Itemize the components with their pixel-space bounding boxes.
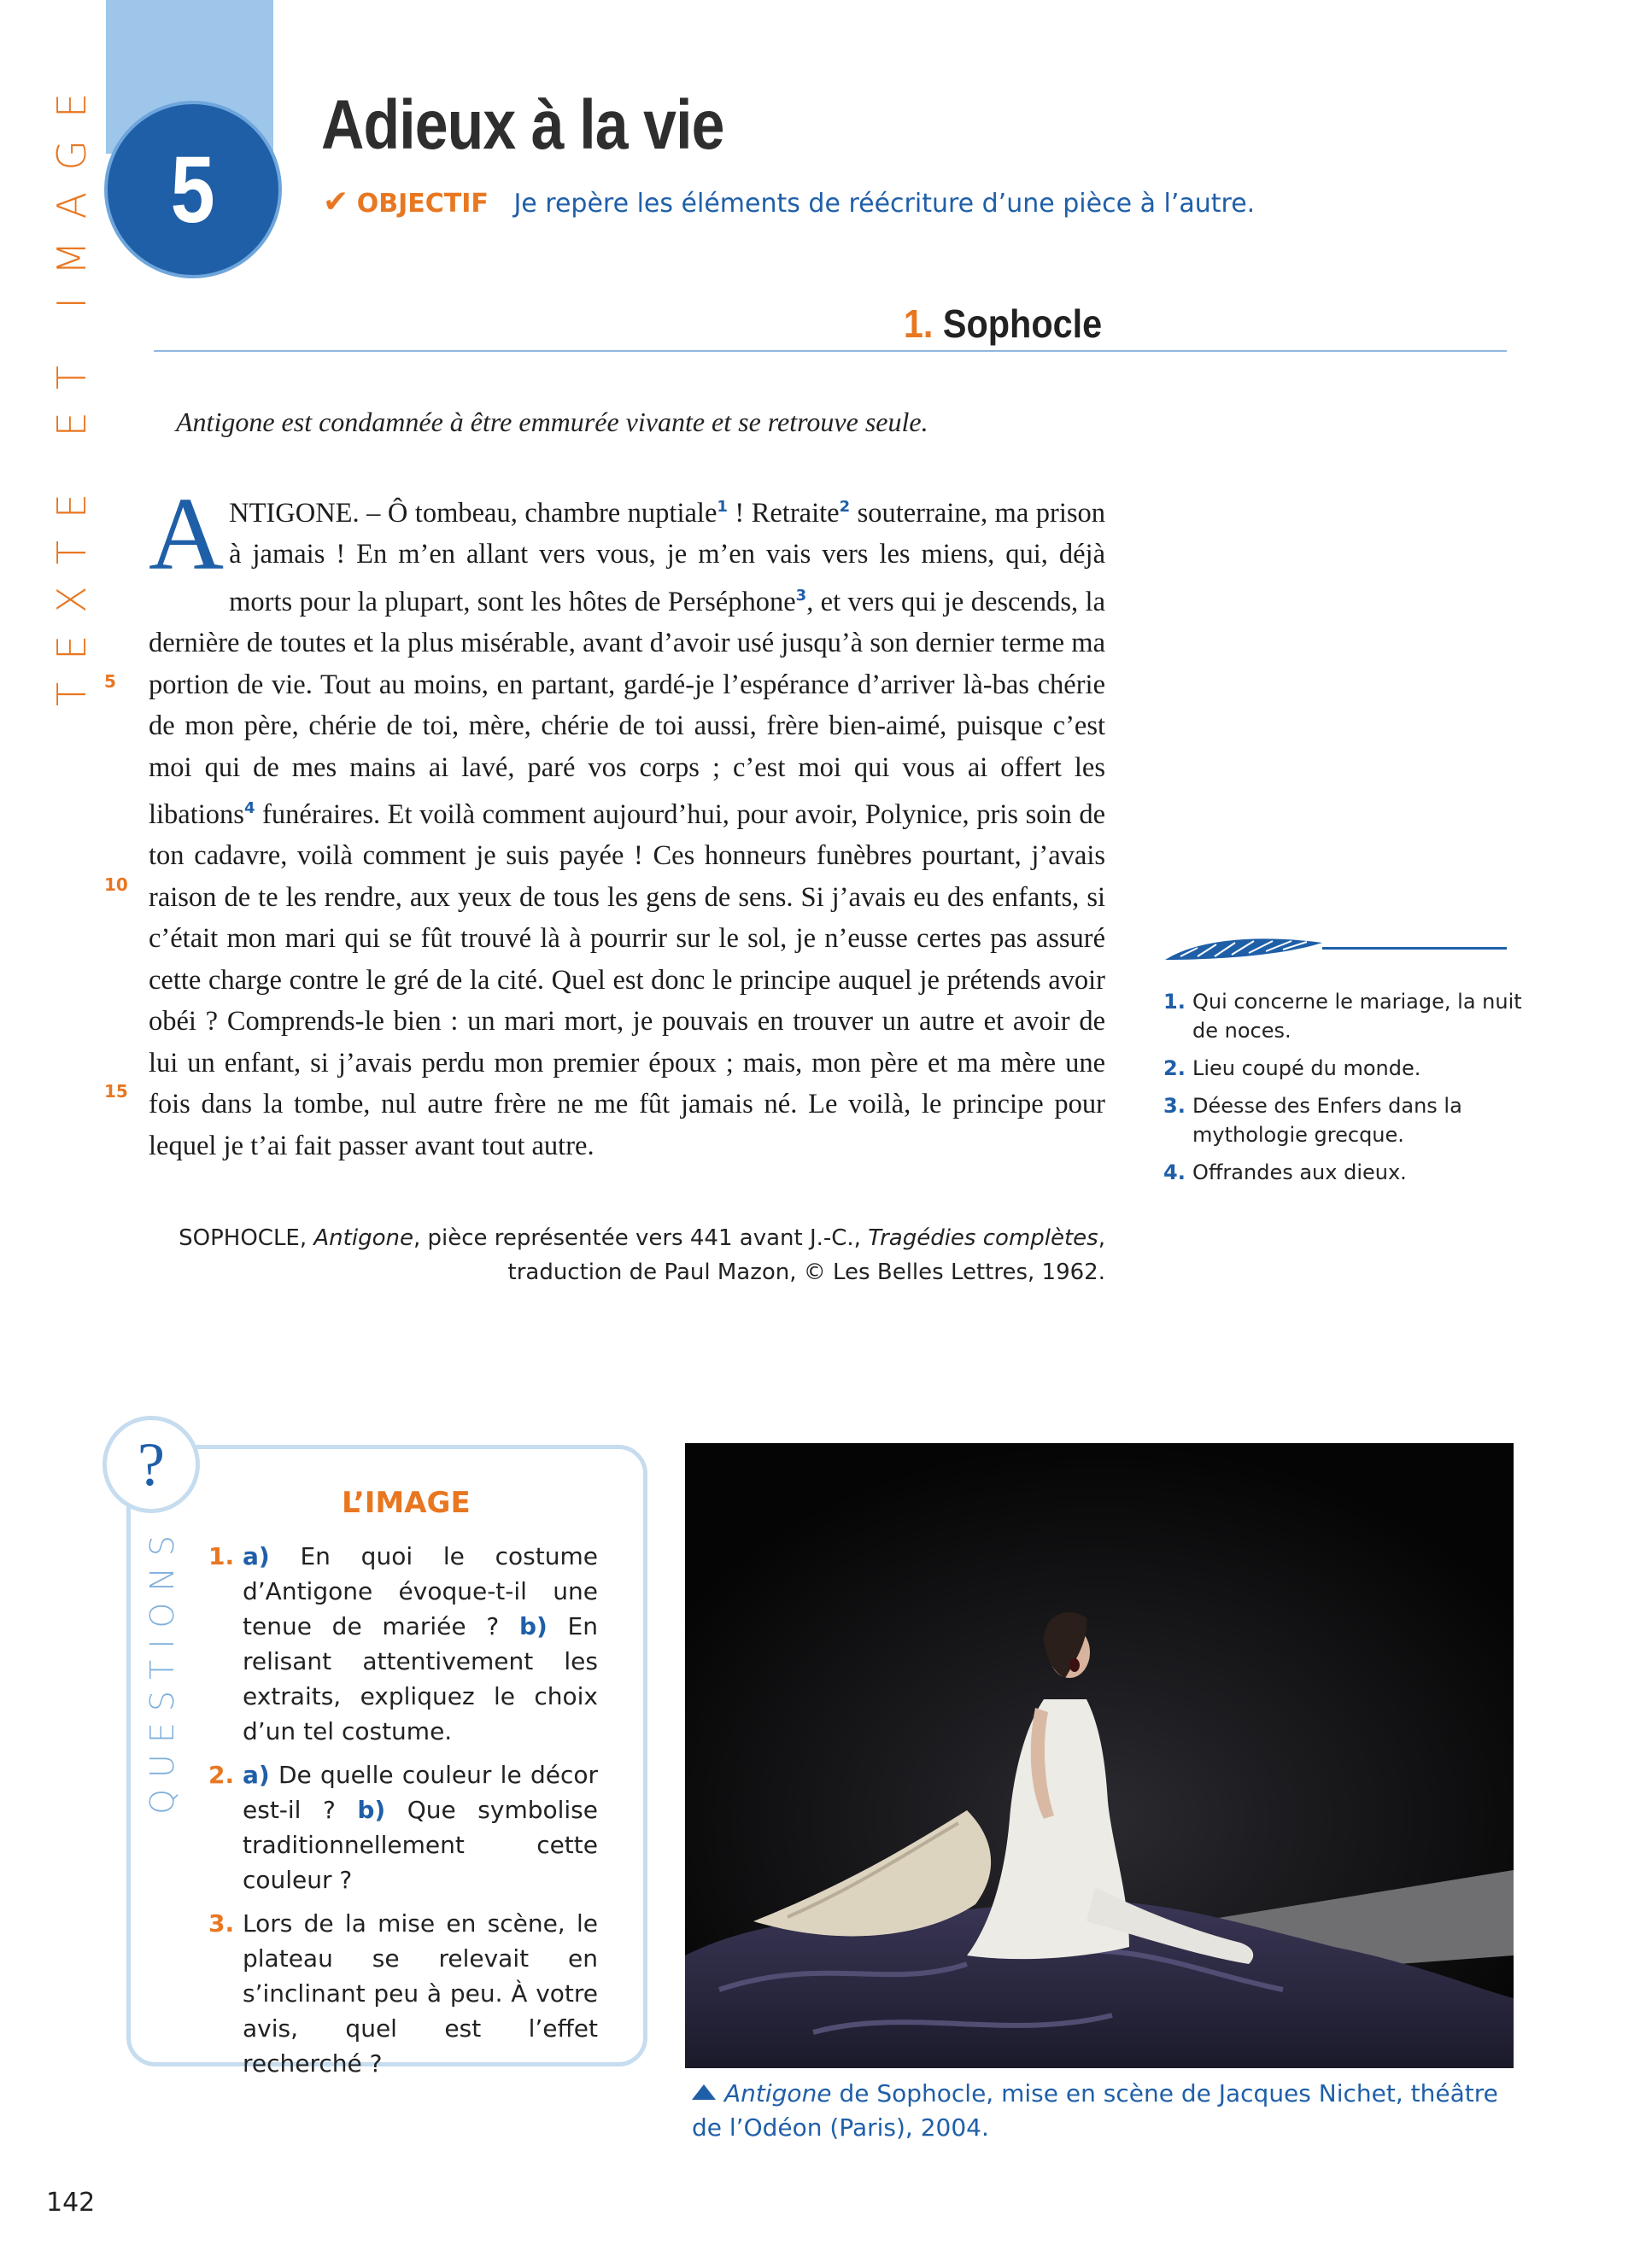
stage-photo <box>685 1443 1514 2068</box>
chapter-number-badge <box>104 101 282 278</box>
question-mark-icon: ? <box>102 1416 200 1513</box>
question-item-3: 3. Lors de la mise en scène, le plateau se relevait en s’inclinant peu à peu. À votre avis, quel est l’effet recherché ? <box>208 1909 598 2078</box>
footnote-item: 3. Déesse des Enfers dans la mythologie grecque. <box>1163 1094 1462 1147</box>
main-passage: ANTIGONE. – Ô tombeau, chambre nuptiale$^1$ ! Retraite$^2$ souterraine, ma prison à jamais ! En m’en allant vers vous, je m’en vais vers les miens, qui, déjà morts pour la plupart, sont les hôtes de Perséphone$^3$, et vers qui je descends, la dernière de toutes et la plus misérable, avant d’avoir usé jusqu’à son dernier terme ma portion de vie. Tout au moins, en partant, gardé-je l’espérance d’arriver là-bas chérie de mon père, chérie de toi, mère, chérie de toi aussi, frère bien-aimé, puisque c’est moi qui de mes mains ai lavé, paré vos corps ; c’est moi qui vous ai offert les libations$^4$ funéraires. Et voilà comment aujourd’hui, pour avoir, Polynice, pris soin de ton cadavre, voilà comment je suis payée ! Ces honneurs funèbres pourtant, j’avais raison de te les rendre, aux yeux de tous les gens de sens. Si j’avais eu des enfants, si c’était mon mari qui se fût trouvé là à pourrir sur le sol, je n’eusse certes pas assuré cette charge contre le gré de la cité. Quel est donc le principe auquel je prétends avoir obéi ? Comprends-le bien : un mari mort, je pouvais en trouver un autre et avoir de lui un enfant, si j’avais perdu mon premier époux ; mais, mon père et ma mère une fois dans la tombe, nul autre frère ne me fût jamais né. Le voilà, le principe pour lequel je t’ai fait passer avant tout autre. <box>149 476 1105 1161</box>
question-item-1: 1. a) En quoi le costume d’Antigone évoque-t-il une tenue de mariée ? b) En relisant attentivement les extraits, expliquez le choix d’un tel costume. <box>208 1542 598 1745</box>
footnote-item: 2. Lieu coupé du monde. <box>1163 1056 1421 1080</box>
objective-keyword: OBJECTIF <box>356 189 489 219</box>
line-number-10: 10 <box>104 874 128 895</box>
footnote-ref-1[interactable]: 1 <box>717 498 728 516</box>
objective-line <box>323 184 1255 219</box>
footnote-ref-3[interactable]: 3 <box>795 586 807 605</box>
questions-list <box>208 1539 598 2090</box>
notes-divider <box>1322 947 1507 950</box>
footnote-ref-2[interactable]: 2 <box>839 498 851 516</box>
line-number-15: 15 <box>104 1081 128 1102</box>
footnotes <box>1163 987 1522 1195</box>
sidebar-section-label: TEXTE ET IMAGE <box>49 70 95 707</box>
footnote-item: 4. Offrandes aux dieux. <box>1163 1160 1407 1184</box>
check-icon: ✔ <box>323 184 349 219</box>
drop-cap: A <box>149 476 225 592</box>
page-number: 142 <box>46 2188 96 2218</box>
section-title: Sophocle <box>942 301 1102 346</box>
section-number: 1. <box>903 301 934 346</box>
line-number-5: 5 <box>104 671 116 692</box>
section-divider <box>154 350 1507 352</box>
chapter-number: 5 <box>170 137 216 243</box>
objective-text: Je repère les éléments de réécriture d’une pièce à l’autre. <box>513 189 1256 219</box>
questions-heading: L’IMAGE <box>342 1486 471 1520</box>
footnote-item: 1. Qui concerne le mariage, la nuit de noces. <box>1163 990 1522 1043</box>
footnote-ref-4[interactable]: 4 <box>243 799 255 818</box>
intro-text: Antigone est condamnée à être emmurée vivante et se retrouve seule. <box>176 406 928 437</box>
page-title: Adieux à la vie <box>321 86 724 164</box>
source-citation: SOPHOCLE, Antigone, pièce représentée vers 441 avant J.-C., Tragédies complètes, traduction de Paul Mazon, © Les Belles Lettres, 1962. <box>179 1225 1105 1285</box>
photo-caption: Antigone de Sophocle, mise en scène de Jacques Nichet, théâtre de l’Odéon (Paris), 2004. <box>692 2079 1498 2142</box>
questions-label: QUESTIONS <box>144 1524 181 1815</box>
triangle-up-icon <box>692 2084 716 2100</box>
question-item-2: 2. a) De quelle couleur le décor est-il ? b) Que symbolise traditionnellement cette couleur ? <box>208 1761 598 1894</box>
section-heading <box>904 301 1102 347</box>
quill-icon <box>1163 931 1326 965</box>
